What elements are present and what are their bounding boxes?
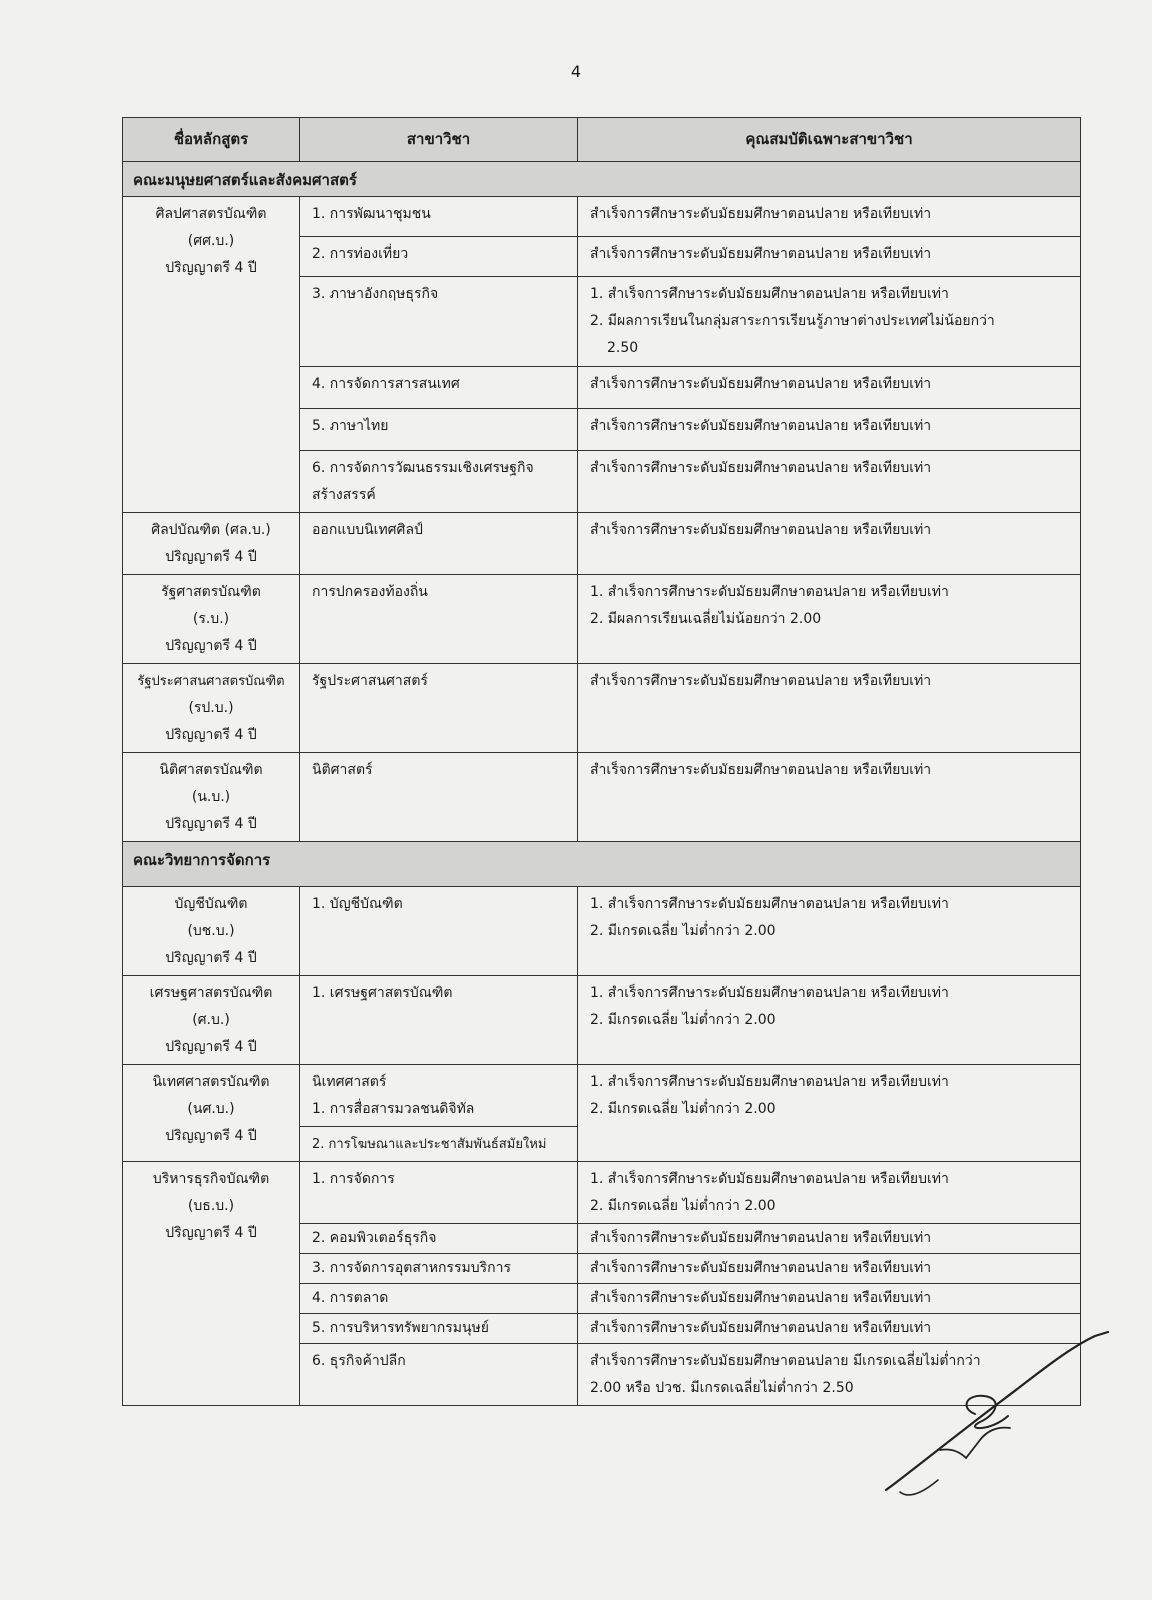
requirement-cell: สำเร็จการศึกษาระดับมัธยมศึกษาตอนปลาย หรือเทียบเท่า <box>578 664 1081 753</box>
major-cell: ออกแบบนิเทศศิลป์ <box>300 513 578 575</box>
degree-duration: ปริญญาตรี 4 ปี <box>165 1225 257 1241</box>
faculty-humanities: คณะมนุษยศาสตร์และสังคมศาสตร์ <box>123 162 1081 197</box>
requirement-line: 2. มีผลการเรียนในกลุ่มสาระการเรียนรู้ภาษาต่างประเทศไม่น้อยกว่า <box>590 313 995 329</box>
major-cell: 2. คอมพิวเตอร์ธุรกิจ <box>300 1224 578 1254</box>
degree-abbr: (บธ.บ.) <box>187 1198 235 1214</box>
degree-name: รัฐประศาสนศาสตรบัณฑิต <box>137 674 285 689</box>
major-cell: 1. การพัฒนาชุมชน <box>300 197 578 237</box>
major-line: สร้างสรรค์ <box>312 487 376 503</box>
header-program-name: ชื่อหลักสูตร <box>123 118 300 162</box>
table-row <box>123 513 1081 575</box>
degree-name: รัฐศาสตรบัณฑิต <box>161 584 261 600</box>
degree-name: นิติศาสตรบัณฑิต <box>159 762 263 778</box>
program-name-cell <box>123 1162 300 1406</box>
requirement-cell <box>578 1162 1081 1224</box>
requirement-cell <box>578 277 1081 367</box>
faculty-row <box>123 842 1081 887</box>
major-cell: 4. การตลาด <box>300 1284 578 1314</box>
table-row <box>123 753 1081 842</box>
requirement-line: 2.50 <box>607 340 639 356</box>
requirement-line: 2. มีเกรดเฉลี่ย ไม่ต่ำกว่า 2.00 <box>590 1012 776 1028</box>
header-qualifications: คุณสมบัติเฉพาะสาขาวิชา <box>578 118 1081 162</box>
table-row <box>123 1162 1081 1224</box>
major-cell: รัฐประศาสนศาสตร์ <box>300 664 578 753</box>
major-cell: 3. การจัดการอุตสาหกรรมบริการ <box>300 1254 578 1284</box>
requirement-cell: สำเร็จการศึกษาระดับมัธยมศึกษาตอนปลาย หรือเทียบเท่า <box>578 409 1081 451</box>
program-name-cell <box>123 976 300 1065</box>
major-cell: นิติศาสตร์ <box>300 753 578 842</box>
requirement-cell <box>578 575 1081 664</box>
requirement-cell: สำเร็จการศึกษาระดับมัธยมศึกษาตอนปลาย หรือเทียบเท่า <box>578 367 1081 409</box>
degree-name: ศิลปบัณฑิต (ศล.บ.) <box>151 522 271 538</box>
requirement-line: 2. มีผลการเรียนเฉลี่ยไม่น้อยกว่า 2.00 <box>590 611 822 627</box>
degree-duration: ปริญญาตรี 4 ปี <box>165 638 257 654</box>
major-cell: 2. การท่องเที่ยว <box>300 237 578 277</box>
major-cell <box>300 1065 578 1127</box>
degree-name: เศรษฐศาสตรบัณฑิต <box>149 985 273 1001</box>
requirement-cell: สำเร็จการศึกษาระดับมัธยมศึกษาตอนปลาย หรือเทียบเท่า <box>578 513 1081 575</box>
degree-duration: ปริญญาตรี 4 ปี <box>165 1128 257 1144</box>
degree-duration: ปริญญาตรี 4 ปี <box>165 1039 257 1055</box>
requirement-line: สำเร็จการศึกษาระดับมัธยมศึกษาตอนปลาย มีเกรดเฉลี่ยไม่ต่ำกว่า <box>590 1353 981 1369</box>
requirement-line: 1. สำเร็จการศึกษาระดับมัธยมศึกษาตอนปลาย หรือเทียบเท่า <box>590 1074 949 1090</box>
program-name-cell <box>123 513 300 575</box>
requirement-cell: สำเร็จการศึกษาระดับมัธยมศึกษาตอนปลาย หรือเทียบเท่า <box>578 1314 1081 1344</box>
program-name-cell <box>123 753 300 842</box>
major-cell: การปกครองท้องถิ่น <box>300 575 578 664</box>
program-name-cell <box>123 887 300 976</box>
table-row <box>123 1065 1081 1127</box>
degree-duration: ปริญญาตรี 4 ปี <box>165 950 257 966</box>
table-row <box>123 887 1081 976</box>
degree-name: นิเทศศาสตรบัณฑิต <box>152 1074 270 1090</box>
degree-name: บริหารธุรกิจบัณฑิต <box>152 1171 270 1187</box>
faculty-management-science: คณะวิทยาการจัดการ <box>123 842 1081 887</box>
requirement-line: 1. สำเร็จการศึกษาระดับมัธยมศึกษาตอนปลาย หรือเทียบเท่า <box>590 286 949 302</box>
requirement-line: 2.00 หรือ ปวช. มีเกรดเฉลี่ยไม่ต่ำกว่า 2.50 <box>590 1380 854 1396</box>
table-header-row <box>123 118 1081 162</box>
requirement-cell: สำเร็จการศึกษาระดับมัธยมศึกษาตอนปลาย หรือเทียบเท่า <box>578 1284 1081 1314</box>
requirement-cell <box>578 887 1081 976</box>
major-cell: 6. ธุรกิจค้าปลีก <box>300 1344 578 1406</box>
degree-name: บัญชีบัณฑิต <box>174 896 248 912</box>
requirement-cell: สำเร็จการศึกษาระดับมัธยมศึกษาตอนปลาย หรือเทียบเท่า <box>578 1254 1081 1284</box>
degree-abbr: (บช.บ.) <box>187 923 235 939</box>
program-name-cell <box>123 664 300 753</box>
requirement-cell: สำเร็จการศึกษาระดับมัธยมศึกษาตอนปลาย หรือเทียบเท่า <box>578 451 1081 513</box>
table-row <box>123 197 1081 237</box>
program-name-cell <box>123 1065 300 1162</box>
faculty-row <box>123 162 1081 197</box>
requirement-line: 2. มีเกรดเฉลี่ย ไม่ต่ำกว่า 2.00 <box>590 1101 776 1117</box>
degree-duration: ปริญญาตรี 4 ปี <box>165 816 257 832</box>
degree-abbr: (น.บ.) <box>191 789 231 805</box>
major-line: นิเทศศาสตร์ <box>312 1074 387 1090</box>
curriculum-table <box>122 117 1081 1406</box>
table-row <box>123 976 1081 1065</box>
requirement-line: 2. มีเกรดเฉลี่ย ไม่ต่ำกว่า 2.00 <box>590 923 776 939</box>
major-cell: 1. บัญชีบัณฑิต <box>300 887 578 976</box>
major-cell: 5. ภาษาไทย <box>300 409 578 451</box>
requirement-line: 1. สำเร็จการศึกษาระดับมัธยมศึกษาตอนปลาย หรือเทียบเท่า <box>590 985 949 1001</box>
major-line: 6. การจัดการวัฒนธรรมเชิงเศรษฐกิจ <box>312 460 534 476</box>
degree-duration: ปริญญาตรี 4 ปี <box>165 549 257 565</box>
requirement-cell: สำเร็จการศึกษาระดับมัธยมศึกษาตอนปลาย หรือเทียบเท่า <box>578 753 1081 842</box>
major-cell: 5. การบริหารทรัพยากรมนุษย์ <box>300 1314 578 1344</box>
requirement-line: 1. สำเร็จการศึกษาระดับมัธยมศึกษาตอนปลาย หรือเทียบเท่า <box>590 584 949 600</box>
program-name-cell <box>123 575 300 664</box>
requirement-cell <box>578 1065 1081 1162</box>
major-cell: 1. การจัดการ <box>300 1162 578 1224</box>
requirement-cell: สำเร็จการศึกษาระดับมัธยมศึกษาตอนปลาย หรือเทียบเท่า <box>578 197 1081 237</box>
degree-duration: ปริญญาตรี 4 ปี <box>165 727 257 743</box>
major-line: 1. การสื่อสารมวลชนดิจิทัล <box>312 1101 475 1117</box>
major-cell <box>300 451 578 513</box>
table-row <box>123 664 1081 753</box>
degree-abbr: (นศ.บ.) <box>187 1101 235 1117</box>
major-cell: 3. ภาษาอังกฤษธุรกิจ <box>300 277 578 367</box>
requirement-line: 1. สำเร็จการศึกษาระดับมัธยมศึกษาตอนปลาย หรือเทียบเท่า <box>590 1171 949 1187</box>
major-cell: 4. การจัดการสารสนเทศ <box>300 367 578 409</box>
page-number: 4 <box>570 62 582 81</box>
degree-abbr: (ศศ.บ.) <box>187 233 235 249</box>
requirement-line: 2. มีเกรดเฉลี่ย ไม่ต่ำกว่า 2.00 <box>590 1198 776 1214</box>
header-major: สาขาวิชา <box>300 118 578 162</box>
signature <box>880 1330 1120 1510</box>
degree-abbr: (ศ.บ.) <box>192 1012 230 1028</box>
degree-duration: ปริญญาตรี 4 ปี <box>165 260 257 276</box>
requirement-line: 1. สำเร็จการศึกษาระดับมัธยมศึกษาตอนปลาย หรือเทียบเท่า <box>590 896 949 912</box>
requirement-cell: สำเร็จการศึกษาระดับมัธยมศึกษาตอนปลาย หรือเทียบเท่า <box>578 237 1081 277</box>
degree-abbr: (รป.บ.) <box>188 700 234 716</box>
program-name-cell <box>123 197 300 513</box>
degree-name: ศิลปศาสตรบัณฑิต <box>155 206 267 222</box>
major-cell: 2. การโฆษณาและประชาสัมพันธ์สมัยใหม่ <box>300 1127 578 1162</box>
major-cell: 1. เศรษฐศาสตรบัณฑิต <box>300 976 578 1065</box>
requirement-cell <box>578 976 1081 1065</box>
degree-abbr: (ร.บ.) <box>192 611 230 627</box>
table-row <box>123 575 1081 664</box>
requirement-cell: สำเร็จการศึกษาระดับมัธยมศึกษาตอนปลาย หรือเทียบเท่า <box>578 1224 1081 1254</box>
